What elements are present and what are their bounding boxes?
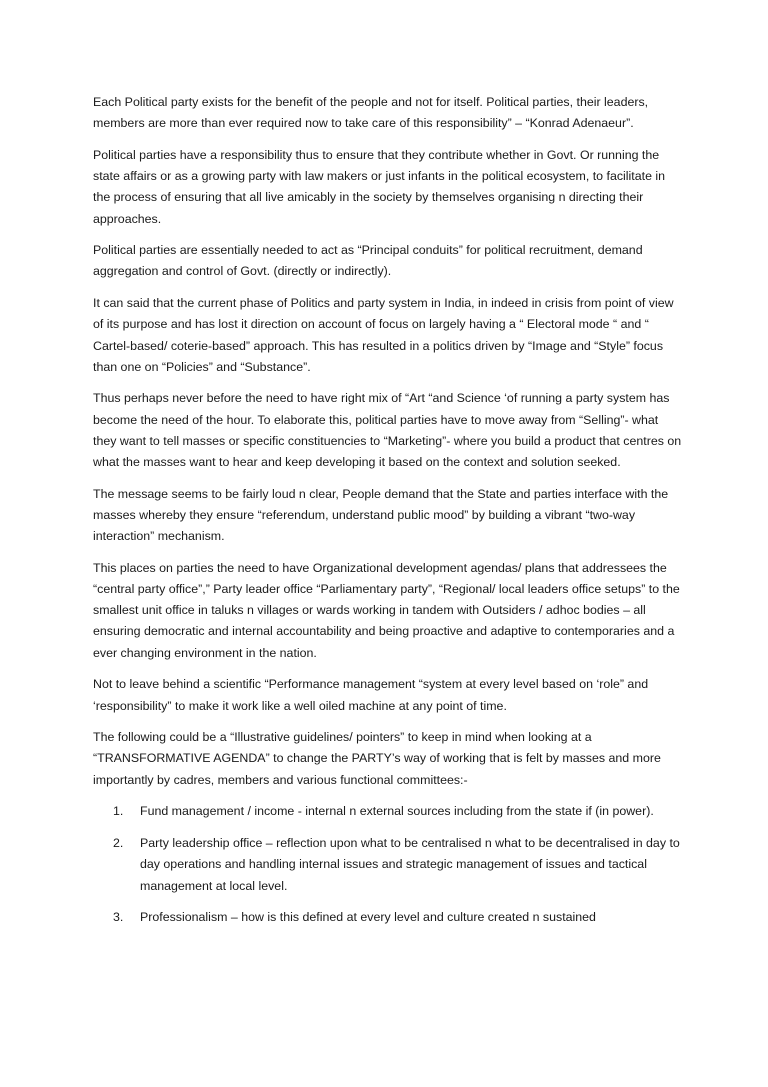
- list-item-number: 2.: [113, 836, 124, 851]
- document-body: [93, 92, 683, 939]
- paragraph: Political parties are essentially needed to act as “Principal conduits” for political recruitment, demand aggregation and control of Govt. (directly or indirectly).: [93, 243, 643, 279]
- paragraph: This places on parties the need to have Organizational development agendas/ plans that addressees the “central party office”,” Party leader office “Parliamentary party”, “Regional/ local leaders office setups” to the smallest unit office in taluks n villages or wards working in tandem with Outsiders / adhoc bodies – all ensuring democratic and internal accountability and being proactive and adaptive to contemporaries and a ever changing environment in the nation.: [93, 560, 680, 660]
- paragraph: The following could be a “Illustrative guidelines/ pointers” to keep in mind when looking at a “TRANSFORMATIVE AGENDA” to change the PARTY’s way of working that is felt by masses and more importantly by cadres, members and various functional committees:-: [93, 730, 661, 787]
- paragraph: The message seems to be fairly loud n clear, People demand that the State and parties interface with the masses whereby they ensure “referendum, understand public mood” by building a vibrant “two-way interaction” mechanism.: [93, 486, 669, 544]
- list-item-number: 3.: [113, 910, 124, 925]
- paragraph: Each Political party exists for the benefit of the people and not for itself. Political parties, their leaders, members are more than ever required now to take care of this responsibility” – “Konrad Adenaeur”.: [93, 95, 649, 131]
- list-item-text: Fund management / income - internal n external sources including from the state if (in power).: [140, 804, 654, 819]
- numbered-list: [93, 801, 683, 928]
- list-item-text: Party leadership office – reflection upon what to be centralised n what to be decentralised in day to day operations and handling internal issues and strategic management of issues and tactical management at local level.: [140, 836, 680, 893]
- paragraph: It can said that the current phase of Politics and party system in India, in indeed in crisis from point of view of its purpose and has lost it direction on account of focus on largely having a “ Electoral mode “ and “ Cartel-based/ coterie-based” approach. This has resulted in a politics driven by “Image and “Style” focus than one on “Policies” and “Substance”.: [93, 296, 674, 374]
- list-item: [93, 833, 683, 897]
- list-item-text: Professionalism – how is this defined at every level and culture created n sustained: [140, 910, 596, 925]
- paragraph: Thus perhaps never before the need to have right mix of “Art “and Science ‘of running a party system has become the need of the hour. To elaborate this, political parties have to move away from “Selling”- what they want to tell masses or specific constituencies to “Marketing”- where you build a product that centres on what the masses want to hear and keep developing it based on the context and solution seeked.: [93, 391, 682, 470]
- paragraph: Not to leave behind a scientific “Performance management “system at every level based on ‘role” and ‘responsibility” to make it work like a well oiled machine at any point of time.: [93, 677, 649, 713]
- list-item: [93, 801, 683, 822]
- paragraph: Political parties have a responsibility thus to ensure that they contribute whether in Govt. Or running the state affairs or as a growing party with law makers or just infants in the political ecosystem, to facilitate in the process of ensuring that all live amicably in the society by themselves organising n directing their approaches.: [93, 147, 666, 226]
- list-item: [93, 907, 683, 928]
- list-item-number: 1.: [113, 804, 124, 819]
